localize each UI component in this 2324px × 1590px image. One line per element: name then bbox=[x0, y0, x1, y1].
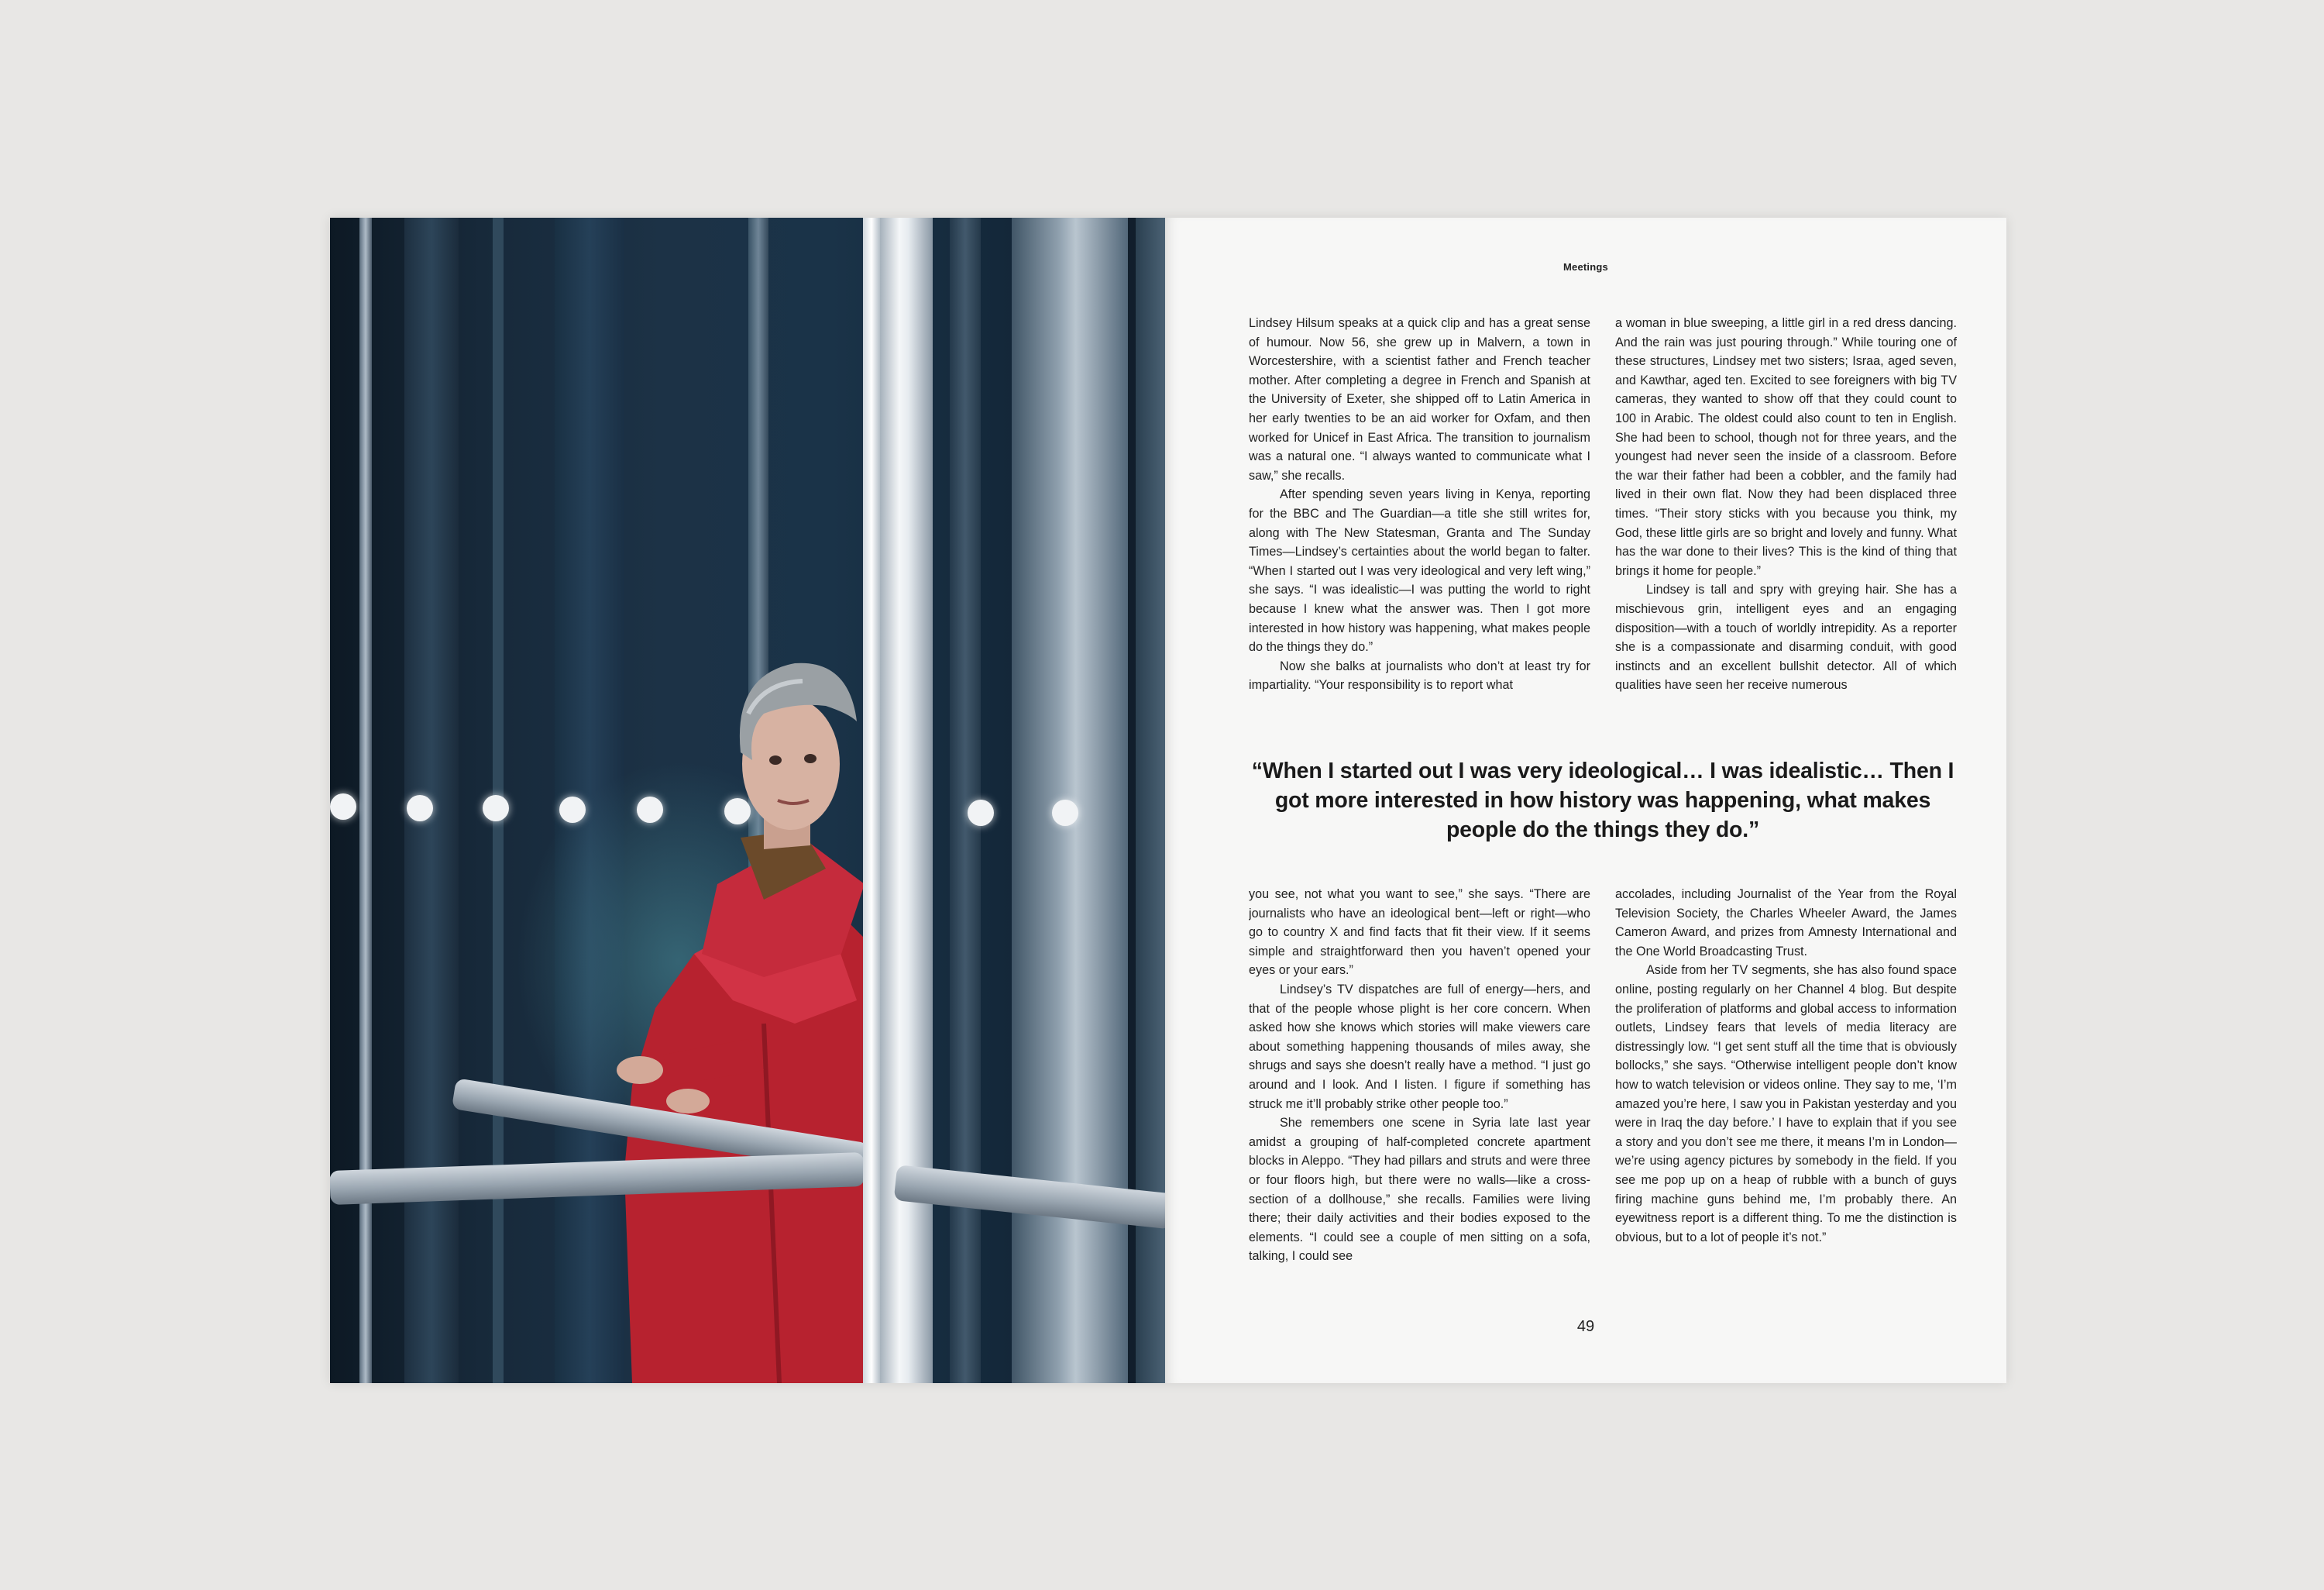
paragraph: Lindsey is tall and spry with greying hair. She has a mischievous grin, intelligent eyes and an engaging disposition—with a touch of worldly intrepidity. As a reporter she is a compassionate and disarming conduit, with good instincts and an excellent bullshit detector. All of which qualities have seen her receive numerous bbox=[1615, 583, 1957, 693]
portrait-photo bbox=[330, 218, 1165, 1383]
paragraph: you see, not what you want to see,” she says. “There are journalists who have an ideological bent—left or right—who go to country X and find facts that fit their view. If it seems simple and straightforward then you haven’t opened your eyes or your ears.” bbox=[1249, 887, 1590, 978]
paragraph: accolades, including Journalist of the Year from the Royal Television Society, the Charles Wheeler Award, the James Cameron Award, and prizes from Amnesty International and the One World Broadcasting Trust. bbox=[1615, 887, 1957, 958]
article-page bbox=[1165, 218, 2006, 1383]
paragraph: Lindsey Hilsum speaks at a quick clip and has a great sense of humour. Now 56, she grew up in Malvern, a town in Worcestershire, with a scientist father and French teacher mother. After completing a degree in French and Spanish at the University of Exeter, she shipped off to Latin America in her early twenties to be an aid worker for Oxfam, and then worked for Unicef in East Africa. The transition to journalism was a natural one. “I always wanted to communicate what I saw,” she recalls. bbox=[1249, 316, 1590, 483]
paragraph: Lindsey’s TV dispatches are full of energy—hers, and that of the people whose plight is her core concern. When asked how she knows which stories will make viewers care about something happening thousands of miles away, she shrugs and says she doesn’t really have a method. “I just go around and I look. And I listen. I figure if something has struck me it’ll probably strike other people too.” bbox=[1249, 982, 1590, 1111]
paragraph: Now she balks at journalists who don’t at least try for impartiality. “Your responsibility is to report what bbox=[1249, 659, 1590, 693]
paragraph: a woman in blue sweeping, a little girl in a red dress dancing. And the rain was just pouring through.” While touring one of these structures, Lindsey met two sisters; Israa, aged seven, and Kawthar, aged ten. Excited to see foreigners with big TV cameras, they wanted to show off that they could count to 100 in Arabic. The oldest could also count to ten in English. She had been to school, though not for three years, and the youngest had never seen the inside of a classroom. Before the war their father had been a cobbler, and the family had lived in their own flat. Now they had been displaced three times. “Their story sticks with you because you think, my God, these little girls are so bright and lovely and funny. What has the war done to their lives? This is the kind of thing that brings it home for people.” bbox=[1615, 316, 1957, 578]
article-top-columns bbox=[1249, 314, 1957, 709]
article-bottom-columns bbox=[1249, 885, 1957, 1280]
paragraph: After spending seven years living in Kenya, reporting for the BBC and The Guardian—a title she still writes for, along with The New Statesman, Granta and The Sunday Times—Lindsey’s certainties about the world began to falter. “When I started out I was very ideological and very left wing,” she says. “I was idealistic—I was putting the world to right because I knew what the answer was. Then I got more interested in how history was happening, what makes people do the things they do.” bbox=[1249, 487, 1590, 655]
pull-quote: “When I started out I was very ideological… I was idealistic… Then I got more interested in how history was happening, what makes people do the things they do.” bbox=[1251, 759, 1954, 842]
door-frame bbox=[863, 218, 880, 1383]
magazine-spread bbox=[330, 218, 2006, 1383]
paragraph: Aside from her TV segments, she has also found space online, posting regularly on her Channel 4 blog. But despite the proliferation of platforms and global access to information outlets, Lindsey fears that levels of media literacy are distressingly low. “I get sent stuff all the time that is obviously bollocks,” she says. “Otherwise intelligent people don’t know how to watch television or videos online. They say to me, ‘I’m amazed you’re here, I saw you in Pakistan yesterday and you were in Iraq the day before.’ I have to explain that if you see a story and you don’t see me there, it means I’m in London—we’re using agency pictures by somebody in the field. If you see me pop up on a heap of rubble with a bunch of guys firing machine guns behind me, I’m probably there. An eyewitness report is a different thing. To me the distinction is obvious, but to a lot of people it’s not.” bbox=[1615, 963, 1957, 1244]
running-head: Meetings bbox=[1563, 261, 1608, 273]
article-column-top-right bbox=[1615, 314, 1957, 709]
article-column-bottom-right bbox=[1615, 885, 1957, 1280]
article-column-top-left bbox=[1249, 314, 1590, 709]
article-column-bottom-left bbox=[1249, 885, 1590, 1280]
paragraph: She remembers one scene in Syria late last year amidst a grouping of half-completed concrete apartment blocks in Aleppo. “They had pillars and struts and were three or four floors high, but there were no walls—like a cross-section of a dollhouse,” she recalls. Families were living there; their daily activities and their bodies exposed to the elements. “I could see a couple of men sitting on a sofa, talking, I could see bbox=[1249, 1116, 1590, 1264]
page-number: 49 bbox=[1576, 1318, 1595, 1335]
